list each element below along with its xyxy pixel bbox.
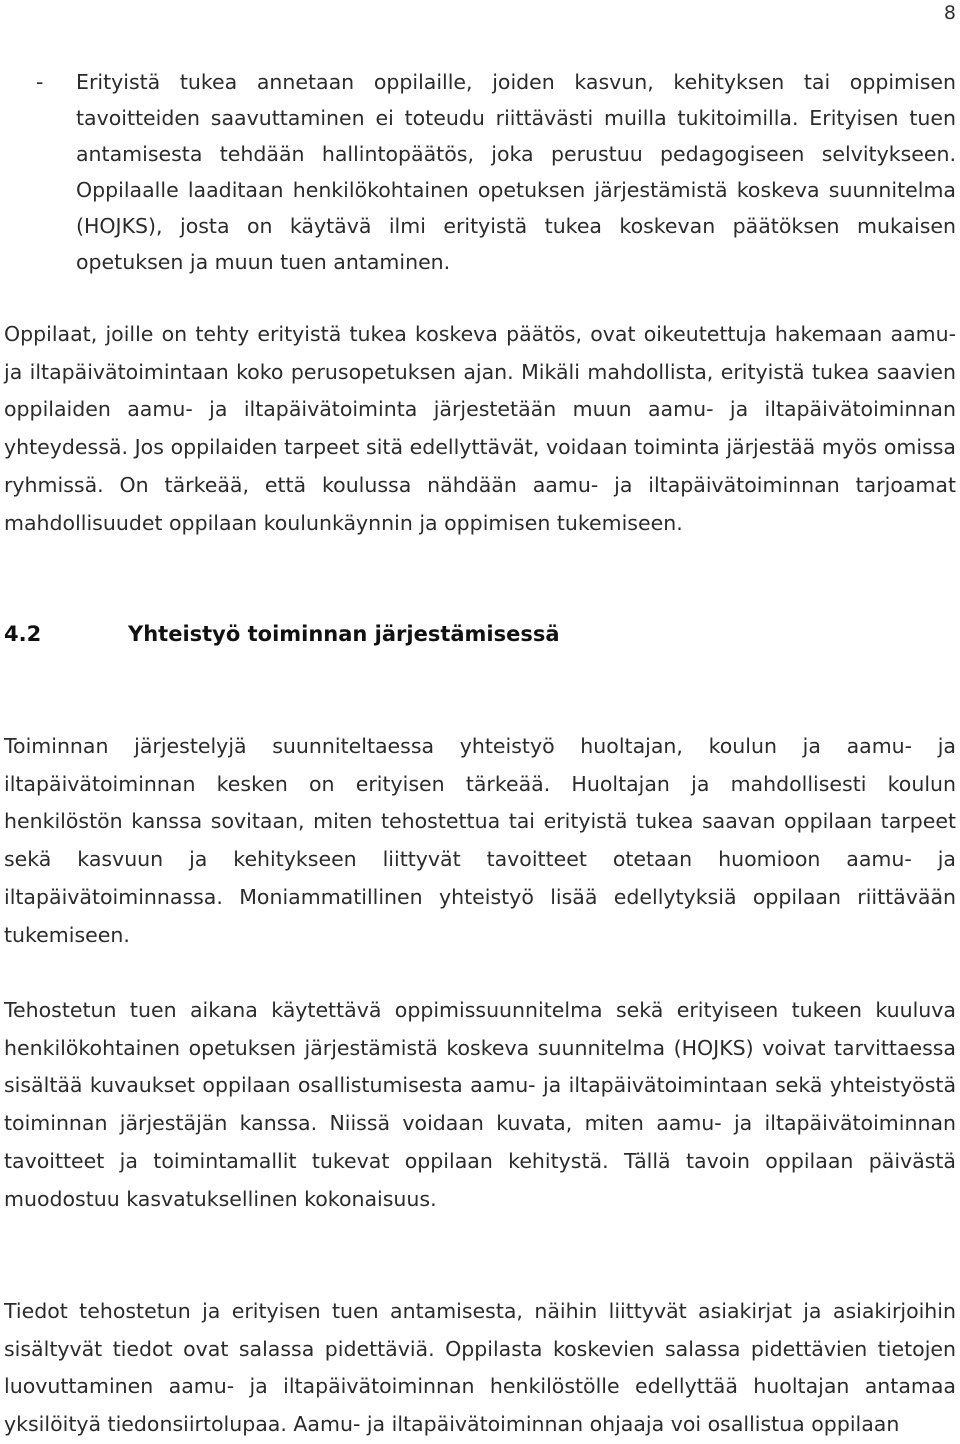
paragraph-after-school-rights: Oppilaat, joille on tehty erityistä tukea koskeva päätös, ovat oikeutettuja hakemaan aamu- ja iltapäivätoimintaan koko perusopetuksen ajan. Mikäli mahdollista, erityistä tukea saavien oppilaiden aamu- ja iltapäivätoiminta järjestetään muun aamu- ja iltapäivätoiminnan yhteydessä. Jos oppilaiden tarpeet sitä edellyttävät, voidaan toiminta järjestää myös omissa ryhmissä. On tärkeää, että koulussa nähdään aamu- ja iltapäivätoiminnan tarjoamat mahdollisuudet oppilaan koulunkäynnin ja oppimisen tukemiseen. xyxy=(4,322,956,535)
bullet-list-item xyxy=(36,64,956,280)
paragraph-cooperation: Toiminnan järjestelyjä suunniteltaessa yhteistyö huoltajan, koulun ja aamu- ja iltapäivätoiminnan kesken on erityisen tärkeää. Huoltajan ja mahdollisesti koulun henkilöstön kanssa sovitaan, miten tehostettua tai erityistä tukea saavan oppilaan tarpeet sekä kasvuun ja kehitykseen liittyvät tavoitteet otetaan huomioon aamu- ja iltapäivätoiminnassa. Moniammatillinen yhteistyö lisää edellytyksiä oppilaan riittävään tukemiseen. xyxy=(4,734,956,947)
page-number: 8 xyxy=(943,2,956,24)
paragraph-learning-plan: Tehostetun tuen aikana käytettävä oppimissuunnitelma sekä erityiseen tukeen kuuluva henkilökohtainen opetuksen järjestämistä koskeva suunnitelma (HOJKS) voivat tarvittaessa sisältää kuvaukset oppilaan osallistumisesta aamu- ja iltapäivätoimintaan sekä yhteistyöstä toiminnan järjestäjän kanssa. Niissä voidaan kuvata, miten aamu- ja iltapäivätoiminnan tavoitteet ja toimintamallit tukevat oppilaan kehitystä. Tällä tavoin oppilaan päivästä muodostuu kasvatuksellinen kokonaisuus. xyxy=(4,998,956,1211)
bullet-marker: - xyxy=(36,70,44,94)
paragraph-confidentiality: Tiedot tehostetun ja erityisen tuen antamisesta, näihin liittyvät asiakirjat ja asiakirjoihin sisältyvät tiedot ovat salassa pidettäviä. Oppilasta koskevien salassa pidettävien tietojen luovuttaminen aamu- ja iltapäivätoiminnan henkilöstölle edellyttää huoltajan antamaa yksilöityä tiedonsiirtolupaa. Aamu- ja iltapäivätoiminnan ohjaaja voi osallistua oppilaan xyxy=(4,1299,956,1437)
section-number: 4.2 xyxy=(4,622,42,646)
bullet-text: Erityistä tukea annetaan oppilaille, joiden kasvun, kehityksen tai oppimisen tavoitteiden saavuttaminen ei toteudu riittävästi muilla tukitoimilla. Erityisen tuen antamisesta tehdään hallintopäätös, joka perustuu pedagogiseen selvitykseen. Oppilaalle laaditaan henkilökohtainen opetuksen järjestämistä koskeva suunnitelma (HOJKS), josta on käytävä ilmi erityistä tukea koskevan päätöksen mukaisen opetuksen ja muun tuen antaminen. xyxy=(76,70,956,274)
section-heading xyxy=(4,616,560,652)
section-title: Yhteistyö toiminnan järjestämisessä xyxy=(128,622,560,646)
